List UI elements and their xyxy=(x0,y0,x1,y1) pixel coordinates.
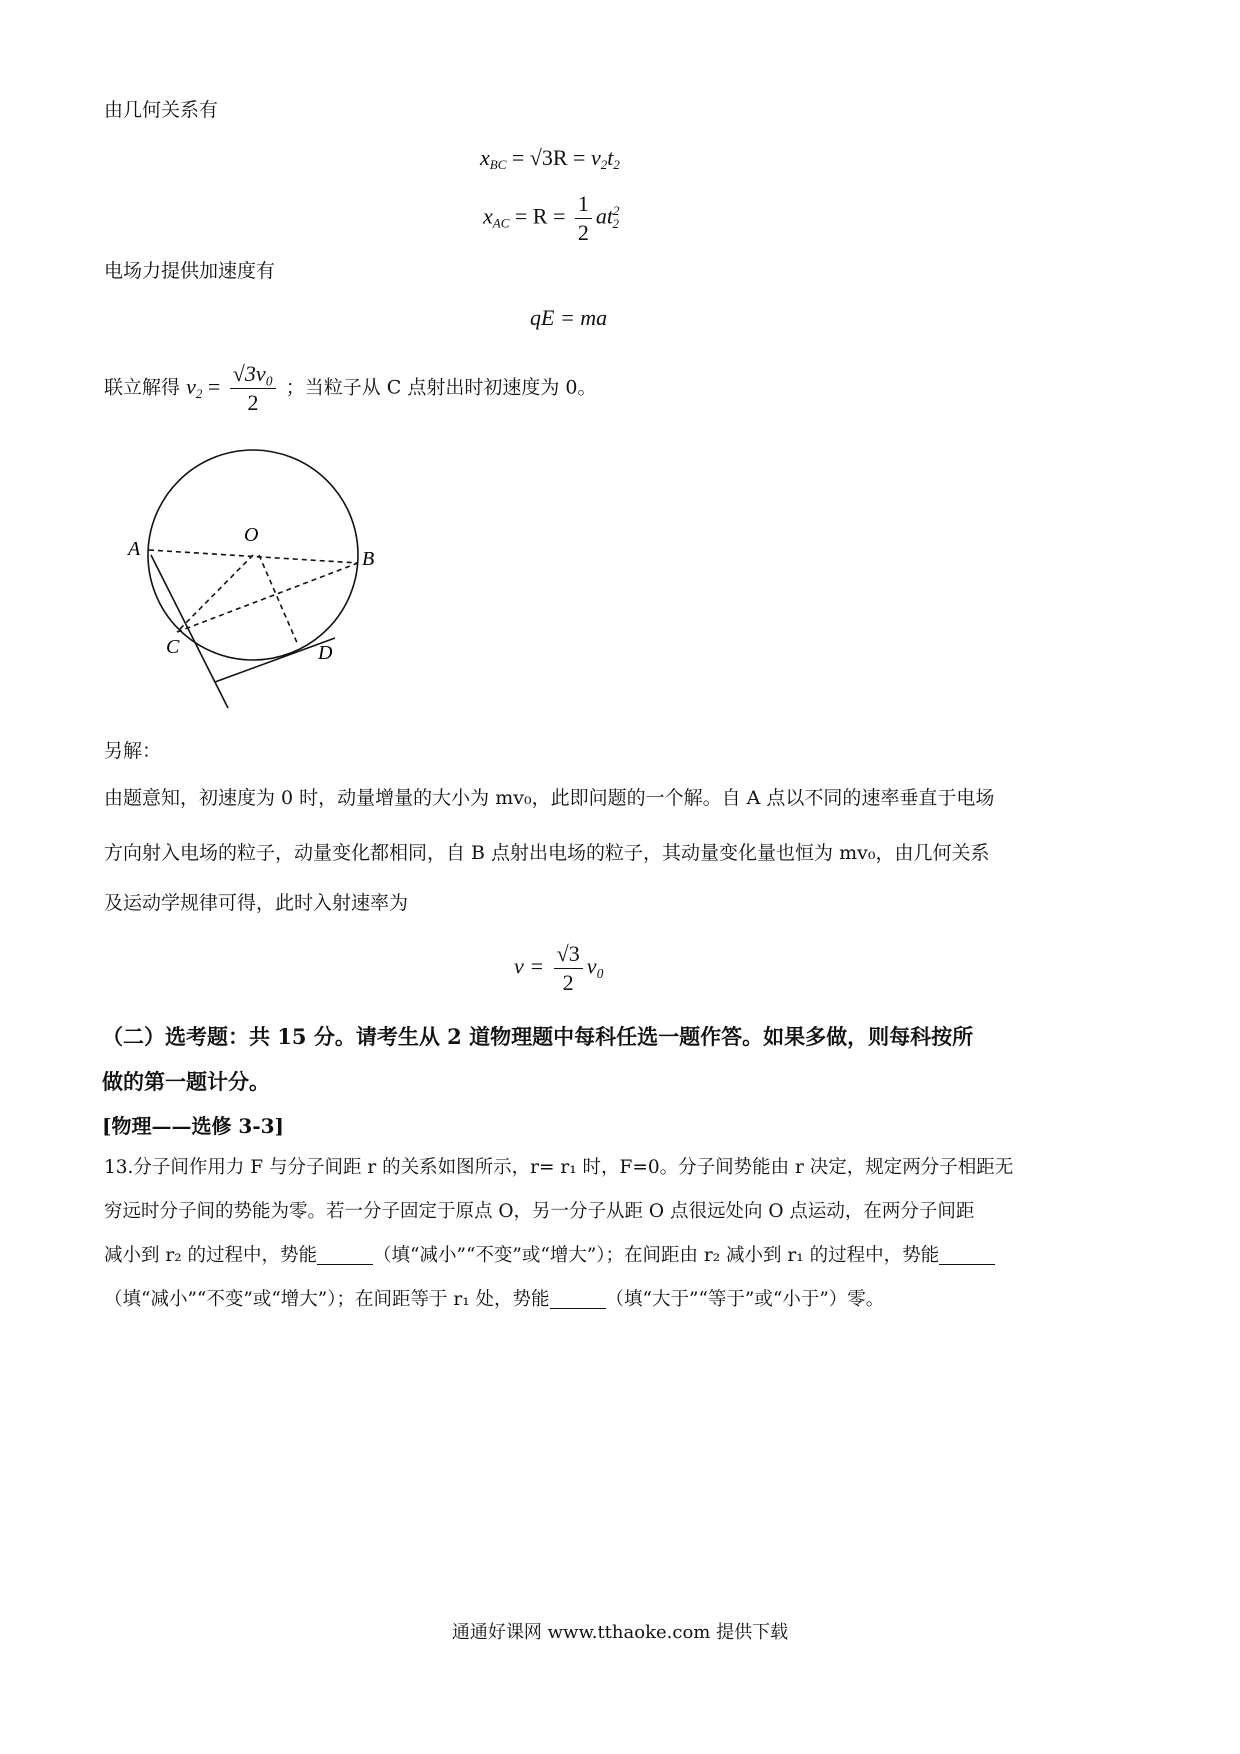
page-footer: 通通好课网 www.tthaoke.com 提供下载 xyxy=(451,1622,789,1643)
figure-label-O: O xyxy=(244,524,259,546)
figure-label-C: C xyxy=(166,636,180,658)
figure-label-D: D xyxy=(318,642,333,664)
section-heading-line-2: 做的第一题计分。 xyxy=(102,1069,270,1094)
equation-xbc: $x_{BC} = √3R = v_2t_2$ xyxy=(480,145,620,172)
circle-geometry-figure xyxy=(120,445,420,720)
answer-blank-1[interactable] xyxy=(317,1244,373,1265)
q13-line-2: 穷远时分子间的势能为零。若一分子固定于原点 O，另一分子从距 O 点很远处向 O 点运动，在两分子间距 xyxy=(104,1201,975,1222)
alt-label: 另解： xyxy=(104,740,162,762)
figure-line-OC xyxy=(177,555,253,632)
figure-label-B: B xyxy=(362,548,375,570)
figure-line-bottom xyxy=(215,638,335,682)
figure-line-OD xyxy=(259,555,298,645)
equation-force: qE = ma xyxy=(530,305,608,330)
q13-line-3: 减小到 r₂ 的过程中，势能 （填“减小”“不变”或“增大”）；在间距由 r₂ 减小到 r₁ 的过程中，势能 xyxy=(104,1243,995,1269)
section-heading-line-1: （二）选考题：共 15 分。请考生从 2 道物理题中每科任选一题作答。如果多做，则每科按所 xyxy=(102,1024,974,1049)
figure-label-A: A xyxy=(128,538,141,560)
equation-xac: $x_{AC} = R$ = $\frac{1}{2}$ $at^2_2$ xyxy=(483,191,620,245)
q13-line-1: 13.分子间作用力 F 与分子间距 r 的关系如图所示，r= r₁ 时，F=0。分子间势能由 r 决定，规定两分子相距无 xyxy=(104,1157,1014,1178)
answer-blank-3[interactable] xyxy=(550,1288,606,1309)
q13-line-4: （填“减小”“不变”或“增大”）；在间距等于 r₁ 处，势能 （填“大于”“等于”或“小于”）零。 xyxy=(104,1289,885,1310)
section-subheading: [物理——选修 3-3] xyxy=(102,1114,285,1138)
figure-line-AC-extended xyxy=(151,555,228,708)
alt-paragraph-line-2: 方向射入电场的粒子，动量变化都相同，自 B 点射出电场的粒子，其动量变化量也恒为 mv₀，由几何关系 xyxy=(104,842,990,864)
alt-paragraph-line-1: 由题意知，初速度为 0 时，动量增量的大小为 mv₀，此即问题的一个解。自 A 点以不同的速率垂直于电场 xyxy=(104,787,995,809)
solve-line: 联立解得 $v_2$ = $\frac{\text{√3v₀}}{2}$ ；当粒子从 C 点射出时初速度为 0。 xyxy=(104,361,597,415)
intro-text: 由几何关系有 xyxy=(104,99,219,121)
figure-line-AB xyxy=(149,550,358,563)
answer-blank-2[interactable] xyxy=(939,1244,995,1265)
alt-paragraph-line-3: 及运动学规律可得，此时入射速率为 xyxy=(104,892,409,914)
equation-final: v = $\frac{√3}{2}$ v₀ xyxy=(514,941,605,995)
force-text: 电场力提供加速度有 xyxy=(104,260,276,282)
